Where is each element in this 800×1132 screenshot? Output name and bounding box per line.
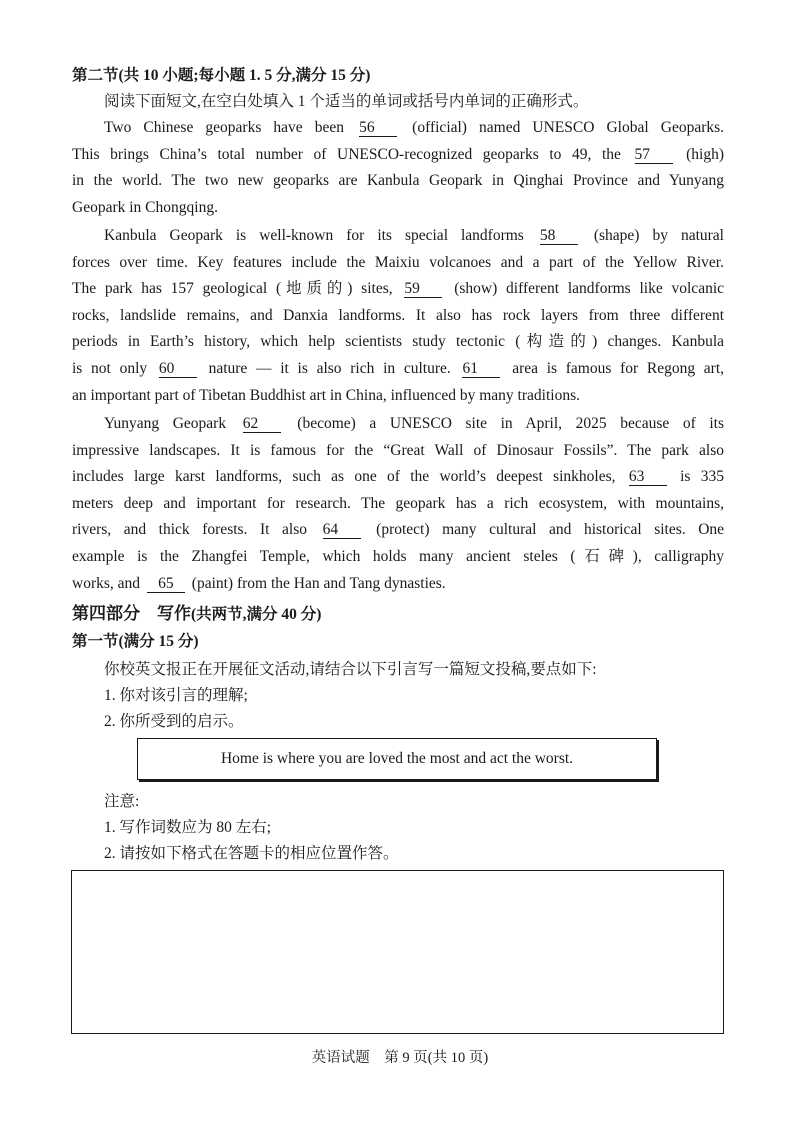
answer-blank-64[interactable]: 64 [323, 521, 361, 539]
passage-text: (paint) from the Han and Tang dynasties. [191, 575, 446, 592]
passage-line [104, 118, 724, 138]
passage-text: (shape) by natural [593, 227, 724, 244]
passage-line [72, 253, 724, 273]
passage-text: rivers, and thick forests. It also [72, 521, 308, 538]
part4-title-sub: (共两节,满分 40 分) [191, 606, 322, 623]
writing-prompt: 你校英文报正在开展征文活动,请结合以下引言写一篇短文投稿,要点如下: [104, 661, 597, 678]
passage-line [72, 171, 724, 191]
passage-line [72, 494, 724, 514]
quote-text: Home is where you are loved the most and act the worst. [220, 750, 574, 767]
section-title: 第二节(共 10 小题;每小题 1. 5 分,满分 15 分) [72, 67, 371, 84]
passage-text: This brings China’s total number of UNESCO-recognized geoparks to 49, the [72, 146, 621, 163]
notes-title: 注意: [104, 793, 140, 810]
passage-line [72, 520, 724, 540]
part4-title-main: 第四部分 写作 [72, 604, 191, 623]
answer-blank-63[interactable]: 63 [629, 468, 667, 486]
passage-line [72, 145, 724, 165]
passage-text: is 335 [680, 468, 725, 485]
passage-text: (official) named UNESCO Global Geoparks. [412, 119, 725, 136]
passage-line [104, 414, 724, 434]
quote-box [137, 738, 657, 780]
section-instruction: 阅读下面短文,在空白处填入 1 个适当的单词或括号内单词的正确形式。 [104, 93, 589, 110]
passage-text: includes large karst landforms, such as one of the world’s deepest sinkholes, [72, 468, 616, 485]
passage-text: works, and [72, 575, 141, 592]
passage-text: area is famous for Regong art, [512, 360, 725, 377]
passage-line [72, 441, 724, 461]
note-1: 1. 写作词数应为 80 左右; [104, 819, 272, 836]
passage-line [104, 226, 724, 246]
passage-text: Kanbula Geopark is well-known for its special landforms [104, 227, 524, 244]
passage-text: (protect) many cultural and historical sites. One [376, 521, 725, 538]
passage-text: is not only [72, 360, 148, 377]
answer-blank-60[interactable]: 60 [159, 360, 197, 378]
passage-text: meters deep and important for research. The geopark has a rich ecosystem, with mountains, [72, 495, 724, 512]
passage-text: The park has 157 geological (地质的) sites, [72, 280, 393, 297]
passage-text: (show) different landforms like volcanic [454, 280, 725, 297]
section1-title: 第一节(满分 15 分) [72, 633, 199, 650]
passage-line [72, 386, 724, 406]
answer-box[interactable] [71, 870, 724, 1034]
passage-text: Geopark in Chongqing. [72, 199, 218, 216]
prompt-point-2: 2. 你所受到的启示。 [104, 713, 244, 730]
passage-text: rocks, landslide remains, and Danxia landforms. It also has rock layers from three different [72, 307, 724, 324]
passage-text: periods in Earth’s history, which help scientists study tectonic (构造的) changes. Kanbula [72, 333, 724, 350]
passage-text: Two Chinese geoparks have been [104, 119, 345, 136]
passage-text: forces over time. Key features include the Maixiu volcanoes and a part of the Yellow River. [72, 254, 724, 271]
page-footer: 英语试题 第 9 页(共 10 页) [311, 1050, 489, 1066]
passage-line [72, 574, 724, 594]
answer-blank-56[interactable]: 56 [359, 119, 397, 137]
prompt-point-1: 1. 你对该引言的理解; [104, 687, 248, 704]
passage-text: Yunyang Geopark [104, 415, 227, 432]
answer-blank-65[interactable]: 65 [147, 575, 185, 593]
passage-line [72, 279, 724, 299]
passage-text: impressive landscapes. It is famous for the “Great Wall of Dinosaur Fossils”. The park also [72, 442, 724, 459]
passage-line [72, 547, 724, 567]
passage-text: nature — it is also rich in culture. [208, 360, 451, 377]
part4-title [72, 604, 724, 625]
answer-blank-62[interactable]: 62 [243, 415, 281, 433]
answer-blank-61[interactable]: 61 [462, 360, 500, 378]
passage-text: (become) a UNESCO site in April, 2025 because of its [297, 415, 725, 432]
note-2: 2. 请按如下格式在答题卡的相应位置作答。 [104, 845, 399, 862]
answer-blank-59[interactable]: 59 [404, 280, 442, 298]
passage-text: (high) [686, 146, 725, 163]
passage-line [72, 332, 724, 352]
passage-text: an important part of Tibetan Buddhist art in China, influenced by many traditions. [72, 387, 580, 404]
answer-blank-58[interactable]: 58 [540, 227, 578, 245]
answer-blank-57[interactable]: 57 [635, 146, 673, 164]
passage-text: example is the Zhangfei Temple, which holds many ancient steles (石碑), calligraphy [72, 548, 724, 565]
passage-line [72, 306, 724, 326]
passage-line [72, 198, 724, 218]
passage-text: in the world. The two new geoparks are Kanbula Geopark in Qinghai Province and Yunyang [72, 172, 724, 189]
passage-line [72, 467, 724, 487]
passage-line [72, 359, 724, 379]
